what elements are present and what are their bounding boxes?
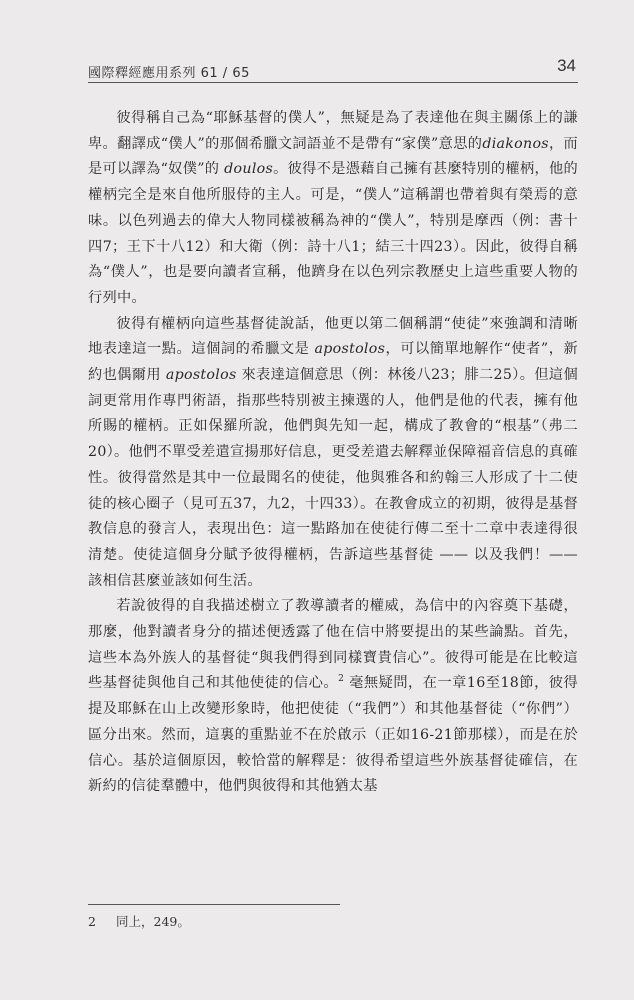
text-run: 來表達這個意思（例：林後八23；腓二25）。但這個詞更常用作專門術語，指那些特別被主揀選的人，他們是他的代表，擁有他所賜的權柄。正如保羅所說，他們與先知一起，構成了教會的“根基”（弗二20）。他們不單受差遣宣揚那好信息，更受差遣去解釋並保障福音信息的真確性。彼得當然是其中一位最聞名的使徒，他與雅各和約翰三人形成了十二使徒的核心圈子（見可五37，九2，十四33）。在教會成立的初期，彼得是基督教信息的發言人，表現出色：這一點路加在使徒行傳二至十二章中表達得很清楚。使徒這個身分賦予彼得權柄，告訴這些基督徒 —— 以及我們！—— 該相信甚麼並該如何生活。 (88, 367, 578, 589)
text-run: 彼得稱自己為“耶穌基督的僕人”，無疑是為了表達他在與主關係上的謙卑。翻譯成“僕人”的那個希臘文詞語並不是帶有“家僕”意思的 (88, 110, 578, 152)
text-run: 毫無疑問，在一章16至18節，彼得提及耶穌在山上改變形象時，他把使徒（“我們”）和其他基督徒（“你們”）區分出來。然而，這裏的重點並不在於啟示（正如16-21節那樣），而是在於信心。基於這個原因，較恰當的解釋是：彼得希望這些外族基督徒確信，在新約的信徒羣體中，他們與彼得和其他猶太基 (88, 675, 578, 795)
running-title: 國際釋經應用系列 61 / 65 (88, 66, 250, 81)
greek-term: diakonos (482, 135, 549, 152)
footnote-number: 2 (88, 914, 96, 929)
paragraph (88, 106, 578, 312)
paragraph (88, 312, 578, 595)
text-run: ，可以簡單地解作“使者”，新約也偶爾用 (88, 341, 578, 384)
page-number: 34 (557, 56, 576, 75)
footnote-ref: 2 (338, 674, 345, 685)
greek-term: doulos (224, 161, 274, 178)
paragraph (88, 594, 578, 800)
footnote (88, 912, 190, 930)
footnote-divider (88, 904, 340, 905)
greek-term: apostolos (165, 367, 237, 384)
text-run: 彼得有權柄向這些基督徒說話，他更以第二個稱謂“使徒”來強調和清晰地表達這一點。這個詞的希臘文是 (88, 315, 578, 358)
text-run: 若說彼得的自我描述樹立了教導讀者的權威，為信中的內容奠下基礎，那麼，他對讀者身分的描述便透露了他在信中將要提出的某些論點。首先，這些本為外族人的基督徒“與我們得到同樣寶貴信心”。彼得可能是在比較這些基督徒與他自己和其他使徒的信心。 (88, 598, 578, 692)
text-run: 。彼得不是憑藉自己擁有甚麼特別的權柄，他的權柄完全是來自他所服侍的主人。可是，“僕人”這稱謂也帶着與有榮焉的意味。以色列過去的偉大人物同樣被稱為神的“僕人”，特別是摩西（例：書十四7；王下十八12）和大衛（例：詩十八1；結三十四23）。因此，彼得自稱為“僕人”，也是要向讀者宣稱，他躋身在以色列宗教歷史上這些重要人物的行列中。 (88, 161, 578, 306)
greek-term: apostolos (314, 341, 386, 358)
text-run: ，而是可以譯為“奴僕”的 (88, 135, 578, 178)
footnote-text: 同上，249。 (116, 914, 190, 929)
body-text (88, 106, 578, 800)
running-header (88, 52, 578, 83)
